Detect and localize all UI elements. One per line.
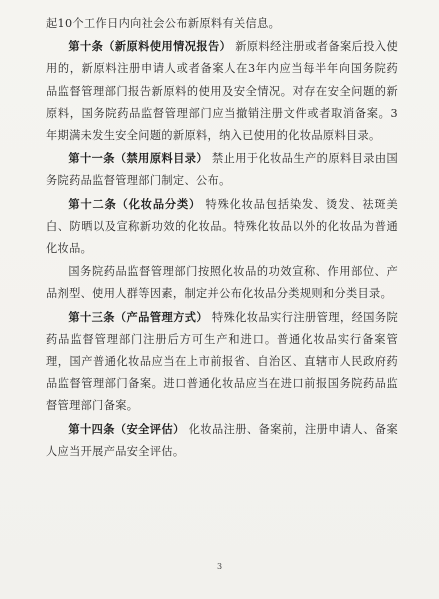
paragraph-text: 化妆品注册、备案前，注册申请人、备案人应当开展产品安全评估。 [46, 422, 398, 458]
article-heading: 第十四条（安全评估） [68, 421, 185, 436]
page-number: 3 [216, 562, 223, 571]
paragraph-text: 起10个工作日内向社会公布新原料有关信息。 [46, 17, 281, 30]
paragraph-article-14 [46, 418, 398, 463]
article-heading: 第十条（新原料使用情况报告） [68, 39, 232, 54]
article-heading: 第十三条（产品管理方式） [68, 309, 208, 324]
paragraph-article-10 [46, 35, 398, 147]
document-body [46, 12, 398, 463]
paragraph-article-12-cont [46, 260, 398, 305]
paragraph-article-13 [46, 306, 398, 418]
paragraph-article-12 [46, 193, 398, 261]
paragraph-article-11 [46, 147, 398, 192]
paragraph-continuation [46, 12, 398, 35]
paragraph-text: 特殊化妆品包括染发、烫发、祛斑美白、防晒以及宣称新功效的化妆品。特殊化妆品以外的化妆品为普通化妆品。 [46, 197, 398, 256]
article-heading: 第十二条（化妆品分类） [68, 196, 202, 211]
paragraph-text: 新原料经注册或者备案后投入使用的，新原料注册申请人或者备案人在3年内应当每半年向国务院药品监督管理部门报告新原料的使用及安全情况。对存在安全问题的新原料，国务院药品监督管理部门应当撤销注册文件或者取消备案。3年期满未发生安全问题的新原料，纳入已使用的化妆品原料目录。 [46, 40, 399, 143]
article-heading: 第十一条（禁用原料目录） [68, 151, 208, 166]
paragraph-text: 特殊化妆品实行注册管理，经国务院药品监督管理部门注册后方可生产和进口。普通化妆品实行备案管理，国产普通化妆品应当在上市前报省、自治区、直辖市人民政府药品监督管理部门备案。进口普通化妆品应当在进口前报国务院药品监督管理部门备案。 [46, 310, 399, 413]
paragraph-text: 禁止用于化妆品生产的原料目录由国务院药品监督管理部门制定、公布。 [46, 152, 399, 188]
paragraph-text: 国务院药品监督管理部门按照化妆品的功效宣称、作用部位、产品剂型、使用人群等因素，制定并公布化妆品分类规则和分类目录。 [46, 265, 398, 301]
